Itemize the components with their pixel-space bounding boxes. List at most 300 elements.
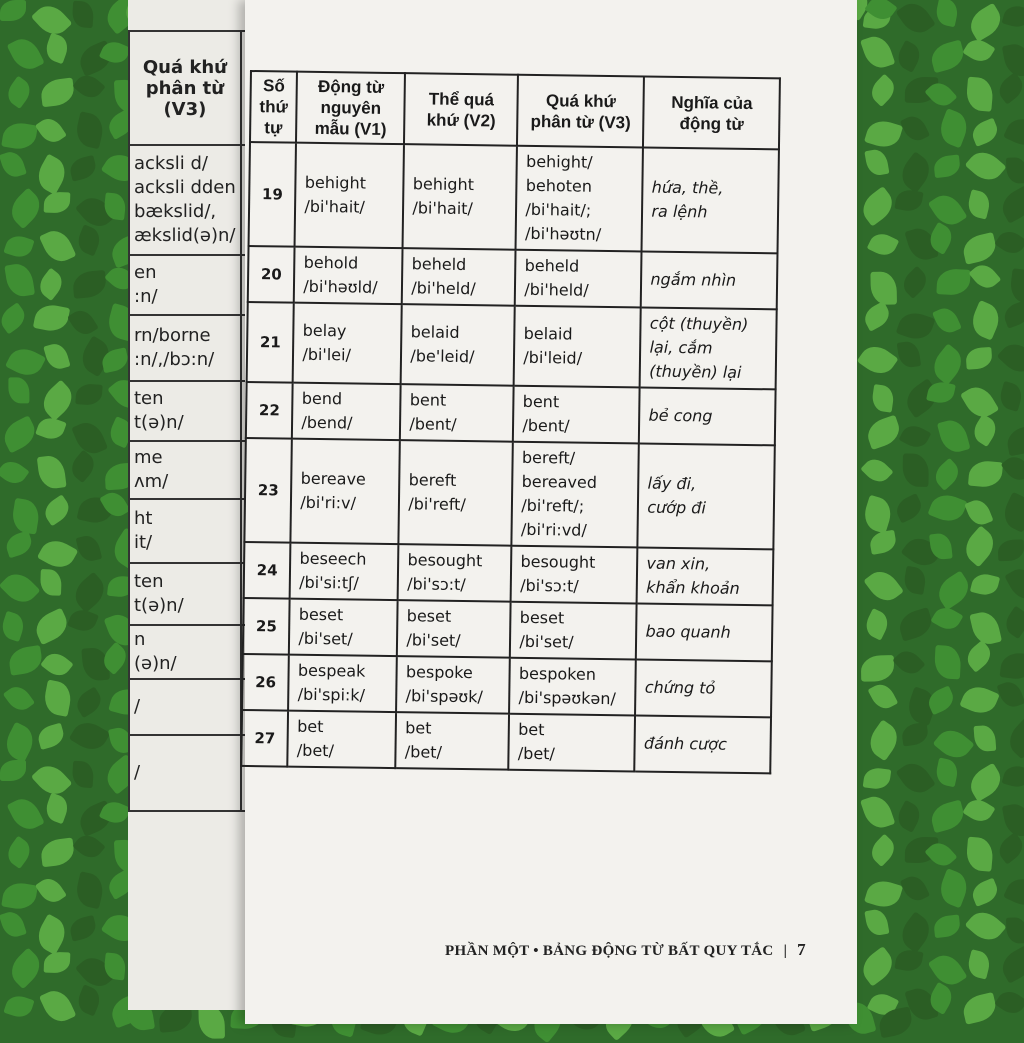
leaf-shape	[863, 766, 892, 790]
leaf-shape	[930, 458, 963, 491]
verb-v1-line: bet	[297, 716, 324, 737]
leaf-shape	[0, 415, 40, 453]
leaf-shape	[962, 640, 995, 673]
row-number: 27	[241, 710, 288, 767]
leaf-shape	[969, 878, 1001, 907]
verb-v2-line: /bent/	[409, 414, 457, 434]
leaf-shape	[32, 153, 71, 195]
leaf-shape	[198, 1005, 225, 1038]
verb-v3-cell	[509, 714, 636, 772]
leaf-shape	[865, 908, 890, 937]
verb-v2-cell	[402, 248, 516, 306]
verb-v1-line: /bet/	[296, 740, 335, 761]
verb-v1-line: behight	[304, 172, 367, 193]
verb-v1-line: bereave	[300, 468, 366, 489]
table-row	[248, 246, 778, 309]
leaf-shape	[44, 952, 71, 974]
leaf-shape	[864, 877, 903, 912]
leaf-shape	[864, 414, 904, 450]
verb-v3-line: /bi'sɔ:t/	[520, 575, 579, 596]
table-body	[241, 142, 779, 773]
leaf-shape	[965, 762, 1007, 802]
leaf-shape	[974, 725, 997, 752]
left-v3-line: t(ə)n/	[134, 595, 184, 616]
verb-v1-line: /bi'hait/	[304, 196, 366, 217]
leaf-shape	[76, 533, 102, 563]
meaning-line: chứng tỏ	[644, 677, 716, 698]
leaf-shape	[1001, 452, 1024, 485]
verb-v2-cell	[401, 304, 515, 386]
leaf-shape	[892, 646, 925, 679]
leaf-shape	[960, 232, 998, 265]
verb-v2-line: belaid	[410, 322, 460, 342]
leaf-shape	[0, 611, 27, 642]
verb-v1-line: belay	[302, 320, 347, 341]
meaning-line: lấy đi,	[647, 473, 697, 494]
leaf-shape	[67, 306, 98, 339]
leaf-shape	[959, 682, 1000, 719]
leaf-shape	[1003, 873, 1024, 911]
leaf-shape	[994, 72, 1024, 104]
leaf-shape	[71, 418, 108, 459]
leaf-shape	[896, 607, 935, 642]
verb-v1-line: /bi'spi:k/	[297, 684, 366, 705]
leaf-shape	[935, 108, 971, 148]
leaf-shape	[40, 495, 73, 527]
verb-v3-cell	[516, 146, 643, 252]
leaf-shape	[994, 832, 1024, 864]
verb-v3-line: /bent/	[522, 415, 570, 436]
leaf-shape	[860, 792, 896, 832]
meaning-line: hứa, thề,	[651, 177, 724, 198]
left-v3-cell	[129, 441, 241, 499]
left-v3-cell	[129, 255, 241, 315]
table-row	[249, 142, 780, 253]
leaf-shape	[967, 300, 1004, 341]
table-row	[241, 710, 771, 773]
verb-v2-line: /bi'set/	[406, 630, 461, 650]
verb-v2-line: beheld	[411, 254, 467, 275]
verb-v3-line: /bi'həʊtn/	[524, 223, 602, 244]
left-v3-line: (ə)n/	[134, 653, 177, 674]
left-v3-line: acksli dden	[134, 177, 236, 198]
header-v3: Quá khứ phân từ (V3)	[517, 75, 644, 148]
left-v3-line: ten	[134, 571, 164, 592]
leaf-shape	[35, 874, 67, 907]
leaf-shape	[1008, 268, 1024, 304]
row-number: 24	[244, 542, 291, 599]
leaf-shape	[969, 118, 1001, 147]
leaf-shape	[0, 567, 40, 609]
leaf-shape	[895, 0, 936, 39]
meaning-line: cột (thuyền)	[649, 313, 749, 334]
verb-v2-line: bespoke	[405, 662, 473, 683]
meaning-line: van xin,	[646, 553, 711, 574]
verb-v3-line: belaid	[523, 323, 573, 344]
meaning-cell	[640, 307, 777, 389]
leaf-shape	[866, 74, 899, 107]
leaf-shape	[867, 229, 899, 259]
leaf-shape	[894, 800, 925, 833]
leaf-shape	[962, 795, 995, 826]
leaf-shape	[997, 679, 1024, 711]
leaf-shape	[36, 723, 67, 750]
leaf-shape	[969, 260, 1002, 293]
leaf-shape	[44, 192, 71, 214]
row-number: 21	[247, 302, 294, 383]
leaf-shape	[67, 450, 100, 483]
verb-v3-line: bereft/	[521, 447, 576, 468]
verb-v2-cell	[399, 440, 513, 546]
leaf-shape	[0, 456, 30, 488]
verb-v3-line: besought	[520, 551, 596, 572]
meaning-line: cướp đi	[647, 497, 707, 518]
leaf-shape	[998, 540, 1024, 562]
table-row	[244, 542, 774, 605]
leaf-shape	[6, 794, 44, 835]
left-v3-line: it/	[134, 532, 153, 553]
verb-v3-cell	[511, 546, 638, 604]
leaf-shape	[896, 308, 936, 344]
left-v3-line: n	[134, 629, 146, 650]
verb-v2-line: /bi'sɔ:t/	[407, 574, 466, 595]
left-v3-cell	[129, 381, 241, 441]
leaf-shape	[7, 645, 44, 676]
row-number: 26	[242, 654, 289, 711]
verb-v2-line: bent	[409, 390, 447, 410]
verb-v3-cell	[509, 658, 636, 716]
table-row	[242, 654, 772, 717]
leaf-shape	[43, 33, 71, 65]
header-number: Số thứ tự	[250, 71, 297, 143]
verb-v2-line: bereft	[408, 470, 457, 490]
verb-v3-line: behoten	[525, 175, 593, 196]
verb-v2-cell	[397, 600, 511, 658]
leaf-shape	[1002, 3, 1024, 30]
leaf-shape	[3, 836, 35, 869]
verb-v2-line: /be'leid/	[410, 346, 475, 367]
table-row	[244, 438, 775, 549]
left-v3-cell	[129, 499, 241, 563]
left-v3-line: bækslid/,	[134, 201, 217, 222]
meaning-line: bẻ cong	[648, 405, 713, 426]
verb-v1-cell	[292, 383, 401, 441]
leaf-shape	[860, 454, 893, 487]
leaf-shape	[856, 946, 898, 987]
row-number: 20	[248, 246, 295, 303]
left-v3-line: :n/	[134, 286, 158, 307]
meaning-line: khẩn khoản	[646, 577, 740, 598]
leaf-shape	[968, 460, 1003, 489]
leaf-shape	[5, 343, 46, 381]
leaf-shape	[966, 949, 992, 979]
leaf-shape	[37, 535, 79, 574]
leaf-shape	[933, 645, 961, 679]
leaf-shape	[1006, 917, 1024, 944]
row-number: 22	[246, 382, 293, 439]
leaf-shape	[68, 571, 110, 613]
verb-v3-line: /bi'leid/	[523, 347, 583, 368]
leaf-shape	[10, 498, 41, 535]
leaf-shape	[928, 39, 967, 73]
leaf-shape	[43, 341, 70, 372]
verb-v1-line: /bi'lei/	[302, 344, 352, 365]
leaf-shape	[856, 340, 898, 381]
leaf-shape	[5, 187, 47, 229]
leaf-shape	[35, 114, 67, 147]
leaf-shape	[40, 648, 73, 680]
table-row	[246, 382, 776, 445]
leaf-shape	[73, 111, 106, 149]
leaf-shape	[899, 421, 932, 452]
leaf-shape	[39, 986, 77, 1027]
leaf-shape	[931, 603, 964, 634]
verb-v1-line: /bend/	[301, 412, 353, 433]
verb-v3-line: beset	[519, 607, 565, 628]
leaf-shape	[72, 270, 107, 299]
leaf-shape	[69, 716, 111, 756]
leaf-shape	[898, 266, 931, 299]
row-number: 25	[243, 598, 290, 655]
meaning-line: ra lệnh	[651, 201, 708, 222]
leaf-shape	[897, 340, 921, 369]
leaf-shape	[865, 148, 890, 177]
verb-v3-line: bereaved	[521, 471, 598, 492]
verb-v2-line: /bi'held/	[411, 278, 476, 299]
verb-v1-line: bespeak	[297, 660, 366, 681]
verb-v3-cell	[515, 250, 642, 308]
verb-v1-cell	[289, 599, 398, 657]
verb-v3-line: /bi'set/	[519, 631, 574, 652]
leaf-shape	[73, 871, 106, 909]
left-v3-line: en	[134, 262, 157, 283]
verb-v1-cell	[295, 143, 404, 248]
leaf-shape	[893, 493, 925, 523]
meaning-cell	[637, 547, 774, 605]
verb-v3-line: /bi'hait/;	[525, 199, 592, 220]
leaf-shape	[965, 837, 994, 872]
verb-v1-line: /bi'ri:v/	[300, 492, 357, 513]
leaf-shape	[36, 454, 66, 490]
leaf-shape	[0, 909, 27, 940]
leaf-shape	[0, 760, 26, 781]
leaf-shape	[1003, 113, 1024, 151]
leaf-shape	[970, 571, 1000, 597]
verb-v1-cell	[288, 711, 397, 769]
left-v3-line: me	[134, 447, 163, 468]
meaning-cell	[638, 443, 775, 549]
leaf-shape	[40, 837, 76, 867]
verb-v1-cell	[288, 655, 397, 713]
leaf-shape	[860, 32, 896, 72]
leaf-shape	[866, 834, 899, 867]
left-v3-line: ækslid(ə)n/	[134, 225, 236, 246]
meaning-cell	[635, 715, 772, 773]
leaf-shape	[72, 830, 105, 863]
leaf-shape	[966, 189, 992, 219]
leaf-shape	[936, 268, 970, 296]
left-v3-cell	[129, 315, 241, 381]
verb-v3-cell	[513, 386, 640, 444]
leaf-shape	[964, 496, 993, 528]
footer-title: PHẦN MỘT • BẢNG ĐỘNG TỪ BẤT QUY TẮC	[445, 943, 774, 959]
left-v3-cell	[129, 679, 241, 735]
leaf-shape	[960, 381, 1000, 423]
leaf-shape	[933, 915, 961, 938]
verb-v1-line: /bi'set/	[298, 628, 353, 649]
left-v3-cell	[129, 625, 241, 679]
leaf-shape	[997, 945, 1024, 984]
verb-v1-cell	[293, 303, 402, 385]
left-v3-line: ht	[134, 508, 153, 529]
leaf-shape	[5, 947, 47, 989]
leaf-shape	[35, 414, 67, 442]
leaf-shape	[927, 189, 967, 231]
leaf-shape	[903, 566, 928, 595]
left-v3-cell	[129, 563, 241, 625]
leaf-shape	[68, 915, 98, 941]
leaf-shape	[74, 984, 103, 1016]
leaf-shape	[934, 0, 960, 27]
table-row	[247, 302, 777, 389]
left-v3-line: :n/,/bɔ:n/	[134, 349, 215, 370]
verb-v2-line: /bi'hait/	[412, 198, 474, 219]
leaf-shape	[3, 232, 34, 260]
leaf-shape	[936, 417, 970, 456]
meaning-cell	[642, 147, 779, 253]
leaf-shape	[72, 761, 95, 788]
leaf-shape	[39, 226, 77, 267]
verb-v2-cell	[400, 384, 514, 442]
verb-v3-line: bet	[518, 719, 545, 740]
meaning-cell	[636, 603, 773, 661]
table-row	[243, 598, 773, 661]
meaning-cell	[639, 387, 776, 445]
verb-v3-line: /bi'spəʊkən/	[518, 687, 617, 709]
leaf-shape	[964, 145, 1006, 187]
verb-v1-cell	[291, 439, 400, 544]
verb-v3-cell	[512, 442, 639, 548]
left-v3-line: ten	[134, 388, 164, 409]
leaf-shape	[0, 302, 30, 334]
meaning-line: ngắm nhìn	[650, 269, 737, 290]
leaf-shape	[969, 414, 1000, 447]
left-v3-line: acksli d/	[134, 153, 208, 174]
leaf-shape	[894, 40, 925, 73]
leaf-shape	[928, 799, 967, 833]
leaf-shape	[868, 680, 899, 713]
verb-v2-cell	[396, 656, 510, 714]
leaf-shape	[31, 607, 72, 645]
leaf-shape	[895, 151, 936, 193]
leaf-shape	[67, 606, 99, 635]
verb-v2-line: behight	[412, 174, 475, 195]
verb-v2-cell	[398, 544, 512, 602]
leaf-shape	[33, 302, 70, 334]
header-v2: Thể quá khứ (V2)	[404, 73, 518, 146]
leaf-shape	[1, 121, 38, 152]
leaf-shape	[994, 987, 1024, 1019]
verb-v1-cell	[290, 543, 399, 601]
leaf-shape	[959, 525, 1001, 567]
meaning-line: lại, cắm	[649, 337, 713, 358]
leaf-shape	[68, 155, 98, 181]
leaf-shape	[994, 227, 1024, 259]
leaf-shape	[0, 149, 27, 180]
leaf-shape	[1003, 717, 1024, 759]
leaf-shape	[927, 949, 967, 991]
verb-v1-cell	[294, 247, 403, 305]
leaf-shape	[934, 758, 960, 788]
leaf-shape	[1006, 157, 1024, 184]
left-v3-line: ʌm/	[134, 471, 169, 492]
leaf-shape	[3, 76, 35, 109]
verb-v3-cell	[514, 306, 641, 388]
left-v3-line: rn/borne	[134, 325, 211, 346]
leaf-shape	[964, 905, 1006, 947]
leaf-shape	[895, 757, 936, 799]
verb-v3-line: beheld	[524, 255, 580, 276]
meaning-line: đánh cược	[643, 733, 727, 754]
row-number: 19	[249, 142, 297, 247]
meaning-cell	[635, 659, 772, 717]
leaf-shape	[0, 0, 26, 21]
leaf-shape	[927, 490, 967, 526]
verb-v2-cell	[403, 144, 517, 250]
leaf-shape	[9, 377, 30, 403]
leaf-shape	[1002, 763, 1024, 790]
leaf-shape	[868, 530, 897, 555]
verb-v2-line: beset	[406, 606, 452, 626]
leaf-shape	[965, 2, 1007, 42]
leaf-shape	[1001, 300, 1024, 328]
verb-v3-line: /bi'reft/;	[521, 495, 585, 516]
leaf-shape	[35, 268, 67, 301]
leaf-shape	[74, 224, 103, 256]
leaf-shape	[861, 301, 894, 332]
leaf-shape	[902, 453, 929, 486]
leaf-shape	[932, 304, 962, 336]
leaf-shape	[863, 565, 904, 607]
leaf-shape	[856, 186, 898, 227]
left-v3-line: t(ə)n/	[134, 412, 184, 433]
left-v3-cell	[129, 735, 241, 811]
left-v3-cell	[129, 145, 241, 255]
verb-v2-line: bet	[405, 718, 432, 738]
leaf-shape	[861, 655, 894, 682]
verb-v3-line: /bet/	[517, 743, 556, 764]
header-v1: Động từ nguyên mẫu (V1)	[296, 72, 405, 145]
leaf-shape	[933, 155, 961, 178]
leaf-shape	[1000, 651, 1024, 681]
header-meaning: Nghĩa của động từ	[643, 77, 780, 150]
verb-v3-line: bespoken	[518, 663, 597, 684]
leaf-shape	[3, 682, 35, 715]
leaf-shape	[43, 793, 71, 825]
verb-v1-line: beseech	[299, 548, 367, 569]
leaf-shape	[0, 722, 38, 763]
meaning-cell	[641, 251, 778, 309]
leaf-shape	[870, 271, 897, 304]
verb-v1-line: /bi'həʊld/	[303, 276, 378, 297]
leaf-shape	[40, 77, 76, 107]
leaf-shape	[895, 911, 936, 953]
left-v3-line: /	[134, 696, 141, 717]
meaning-line: bao quanh	[645, 621, 731, 642]
leaf-shape	[4, 262, 35, 299]
verb-v1-line: bend	[301, 388, 343, 409]
leaf-shape	[999, 492, 1024, 533]
